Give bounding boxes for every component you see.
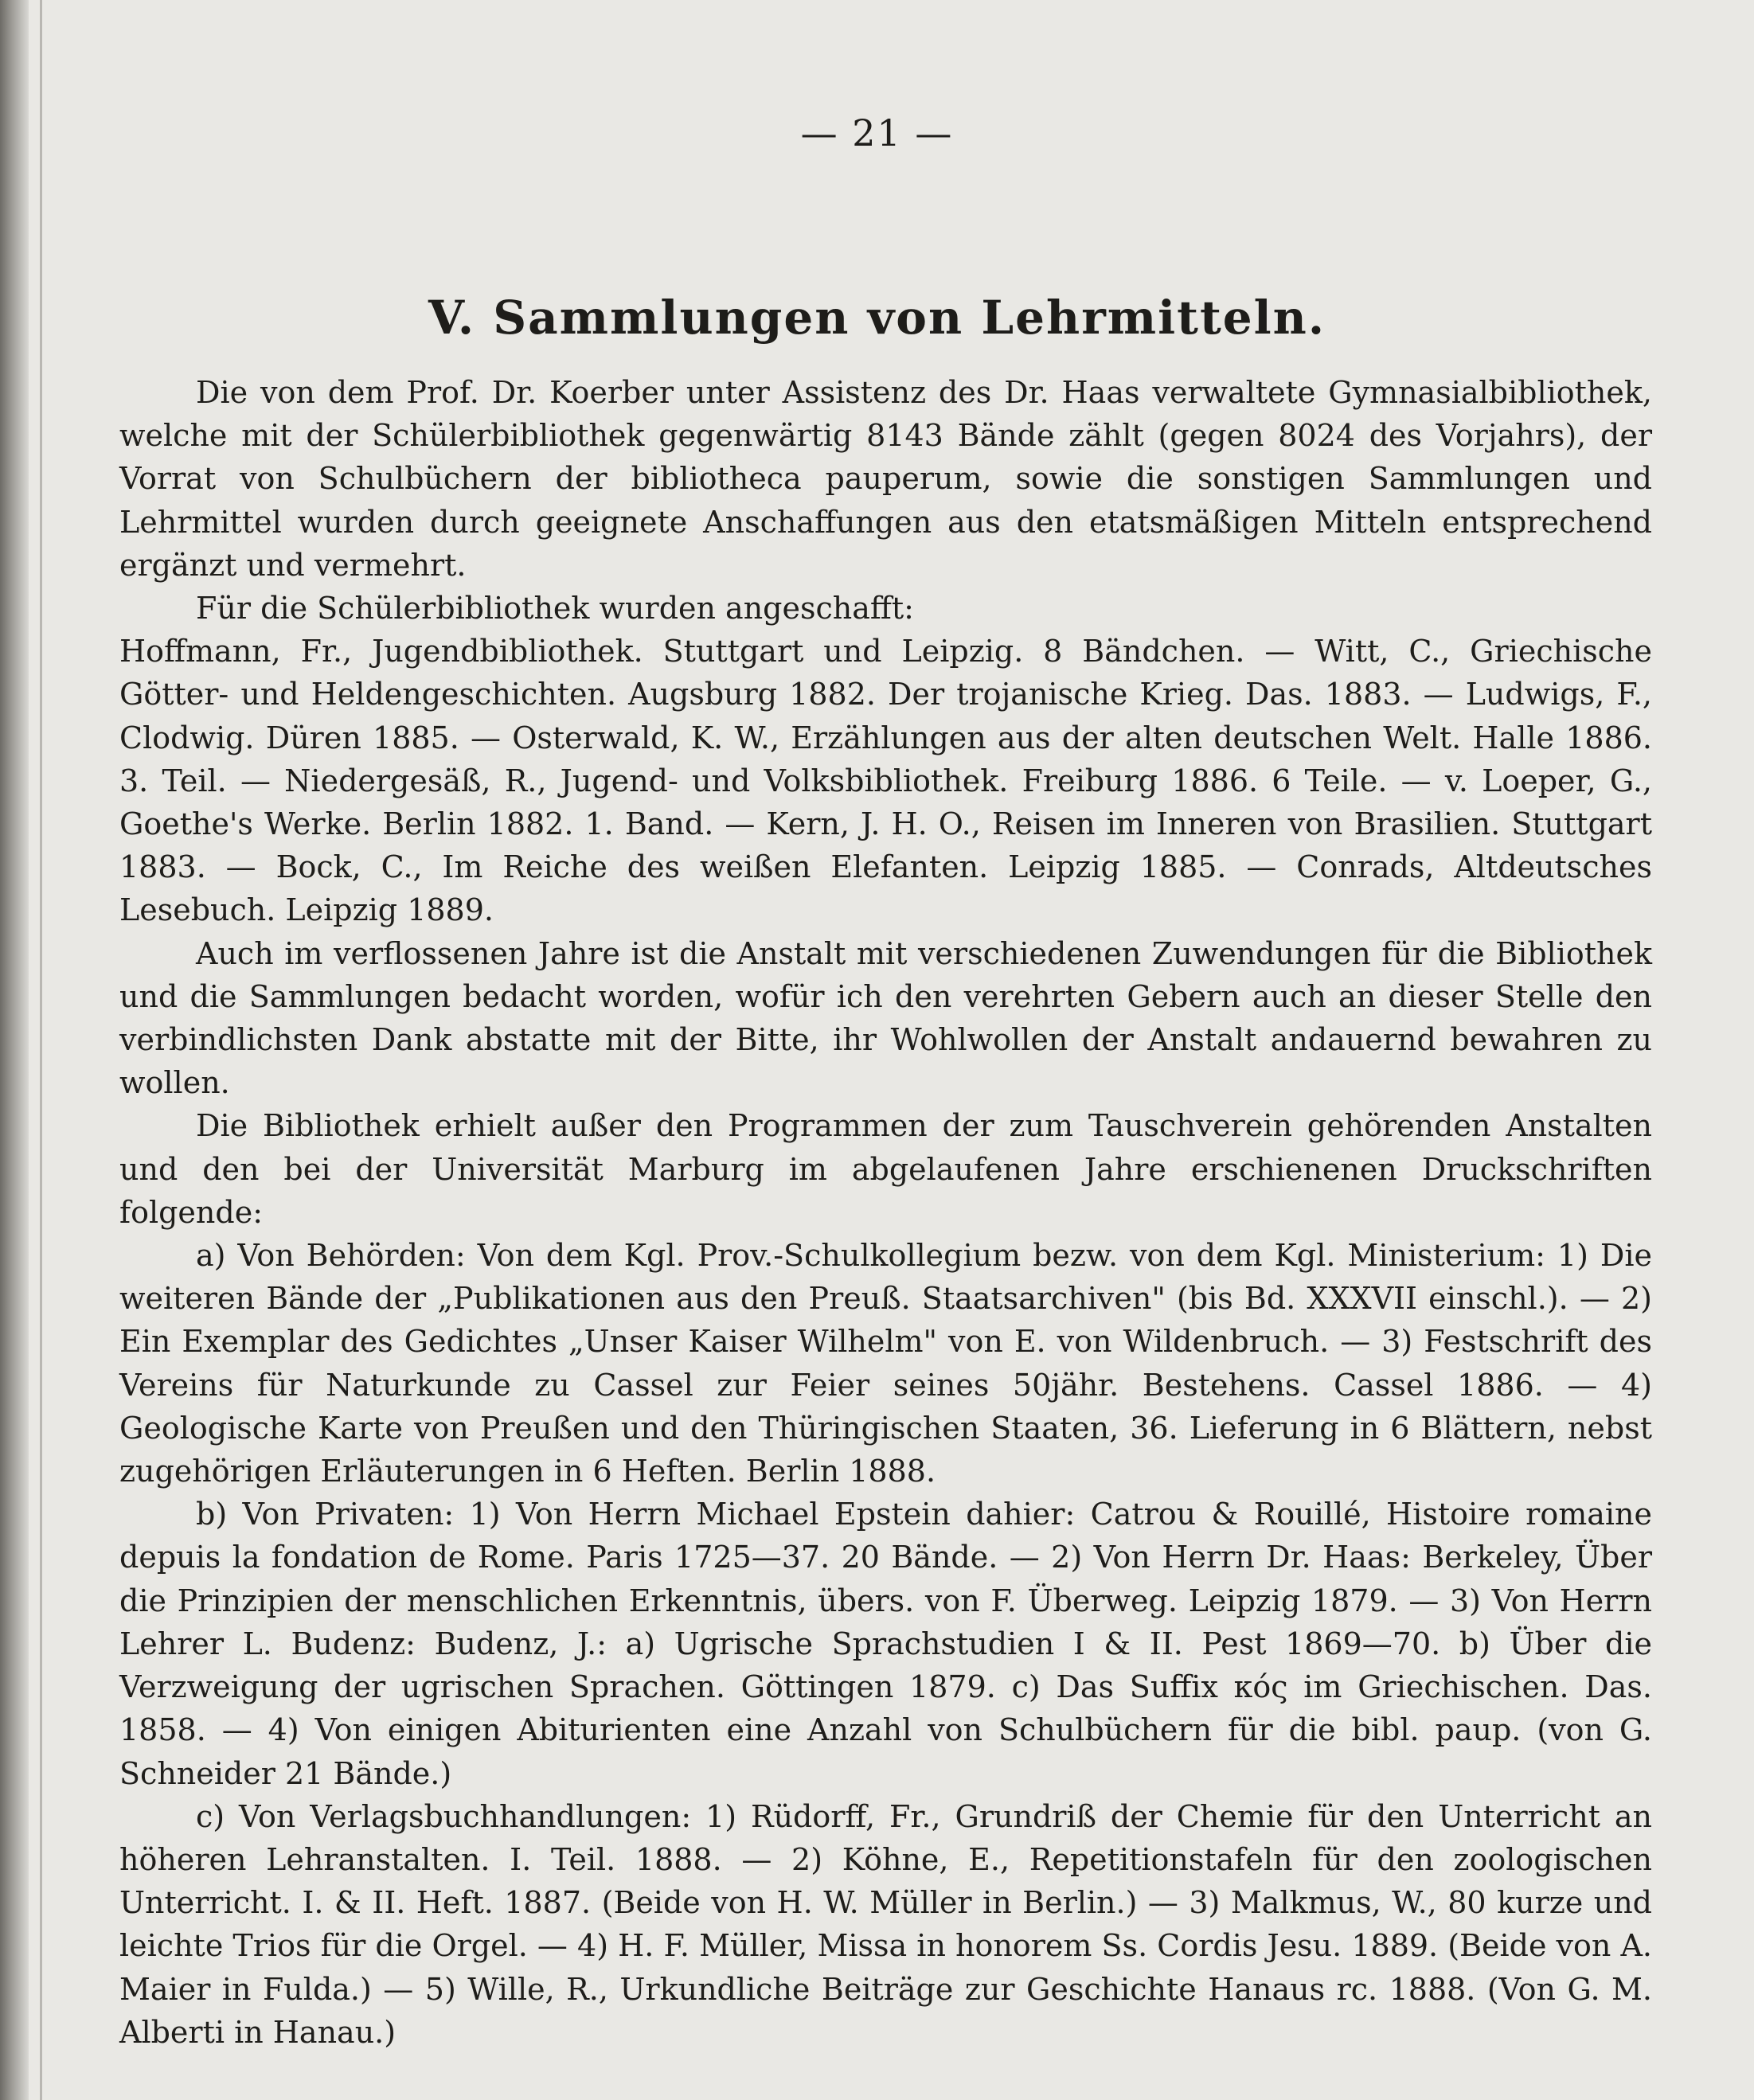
paragraph-from-private: b) Von Privaten: 1) Von Herrn Michael Epstein dahier: Catrou & Rouillé, Histoire romaine depuis la fondation de Rome. Paris 1725—37. 20 Bände. — 2) Von Herrn Dr. Haas: Berkeley, Über die Prinzipien der menschlichen Erkenntnis, übers. von F. Überweg. Leipzig 1879. — 3) Von Herrn Lehrer L. Budenz: Budenz, J.: a) Ugrische Sprachstudien I & II. Pest 1869—70. b) Über die Verzweigung der ugrischen Sprachen. Göttingen 1879. c) Das Suffix κός im Griechischen. Das. 1858. — 4) Von einigen Abiturienten eine Anzahl von Schulbüchern für die bibl. paup. (von G. Schneider 21 Bände.) xyxy=(119,1497,1652,1791)
paragraph-from-publishers: c) Von Verlagsbuchhandlungen: 1) Rüdorff, Fr., Grundriß der Chemie für den Unterricht an höheren Lehranstalten. I. Teil. 1888. — 2) Köhne, E., Repetitionstafeln für den zoologischen Unterricht. I. & II. Heft. 1887. (Beide von H. W. Müller in Berlin.) — 3) Malkmus, W., 80 kurze und leichte Trios für die Orgel. — 4) H. F. Müller, Missa in honorem Ss. Cordis Jesu. 1889. (Beide von A. Maier in Fulda.) — 5) Wille, R., Urkundliche Beiträge zur Geschichte Hanaus rc. 1888. (Von G. M. Alberti in Hanau.) xyxy=(119,1798,1652,2050)
paragraph-acquisitions-list: Hoffmann, Fr., Jugendbibliothek. Stuttgart und Leipzig. 8 Bändchen. — Witt, C., Griechische Götter- und Heldengeschichten. Augsburg 1882. Der trojanische Krieg. Das. 1883. — Ludwigs, F., Clodwig. Düren 1885. — Osterwald, K. W., Erzählungen aus der alten deutschen Welt. Halle 1886. 3. Teil. — Niedergesäß, R., Jugend- und Volksbibliothek. Freiburg 1886. 6 Teile. — v. Loeper, G., Goethe's Werke. Berlin 1882. 1. Band. — Kern, J. H. O., Reisen im Inneren von Brasilien. Stuttgart 1883. — Bock, C., Im Reiche des weißen Elefanten. Leipzig 1885. — Conrads, Altdeutsches Lesebuch. Leipzig 1889. xyxy=(119,634,1652,928)
paragraph-student-library-intro: Für die Schülerbibliothek wurden angeschafft: xyxy=(196,591,914,626)
paragraph-library-overview: Die von dem Prof. Dr. Koerber unter Assistenz des Dr. Haas verwaltete Gymnasialbibliothek, welche mit der Schülerbibliothek gegenwärtig 8143 Bände zählt (gegen 8024 des Vorjahrs), der Vorrat von Schulbüchern der bibliotheca pauperum, sowie die sonstigen Sammlungen und Lehrmittel wurden durch geeignete Anschaffungen aus den etatsmäßigen Mitteln entsprechend ergänzt und vermehrt. xyxy=(119,375,1652,583)
paragraph-donations-thanks: Auch im verflossenen Jahre ist die Anstalt mit verschiedenen Zuwendungen für die Bibliothek und die Sammlungen bedacht worden, wofür ich den verehrten Gebern auch an dieser Stelle den verbindlichsten Dank abstatte mit der Bitte, ihr Wohlwollen der Anstalt andauernd bewahren zu wollen. xyxy=(119,935,1652,1101)
paragraph-library-received: Die Bibliothek erhielt außer den Programmen der zum Tauschverein gehörenden Anstalten und den bei der Universität Marburg im abgelaufenen Jahre erschienenen Druckschriften folgende: xyxy=(119,1108,1652,1230)
page-title: V. Sammlungen von Lehrmitteln. xyxy=(428,291,1326,345)
page-number: — 21 — xyxy=(800,111,954,154)
paragraph-from-authorities: a) Von Behörden: Von dem Kgl. Prov.-Schulkollegium bezw. von dem Kgl. Ministerium: 1) Die weiteren Bände der „Publikationen aus den Preuß. Staatsarchiven" (bis Bd. XXXVII einschl.). — 2) Ein Exemplar des Gedichtes „Unser Kaiser Wilhelm" von E. von Wildenbruch. — 3) Festschrift des Vereins für Naturkunde zu Cassel zur Feier seines 50jähr. Bestehens. Cassel 1886. — 4) Geologische Karte von Preußen und den Thüringischen Staaten, 36. Lieferung in 6 Blättern, nebst zugehörigen Erläuterungen in 6 Heften. Berlin 1888. xyxy=(119,1238,1652,1489)
body-text xyxy=(119,371,1652,2054)
